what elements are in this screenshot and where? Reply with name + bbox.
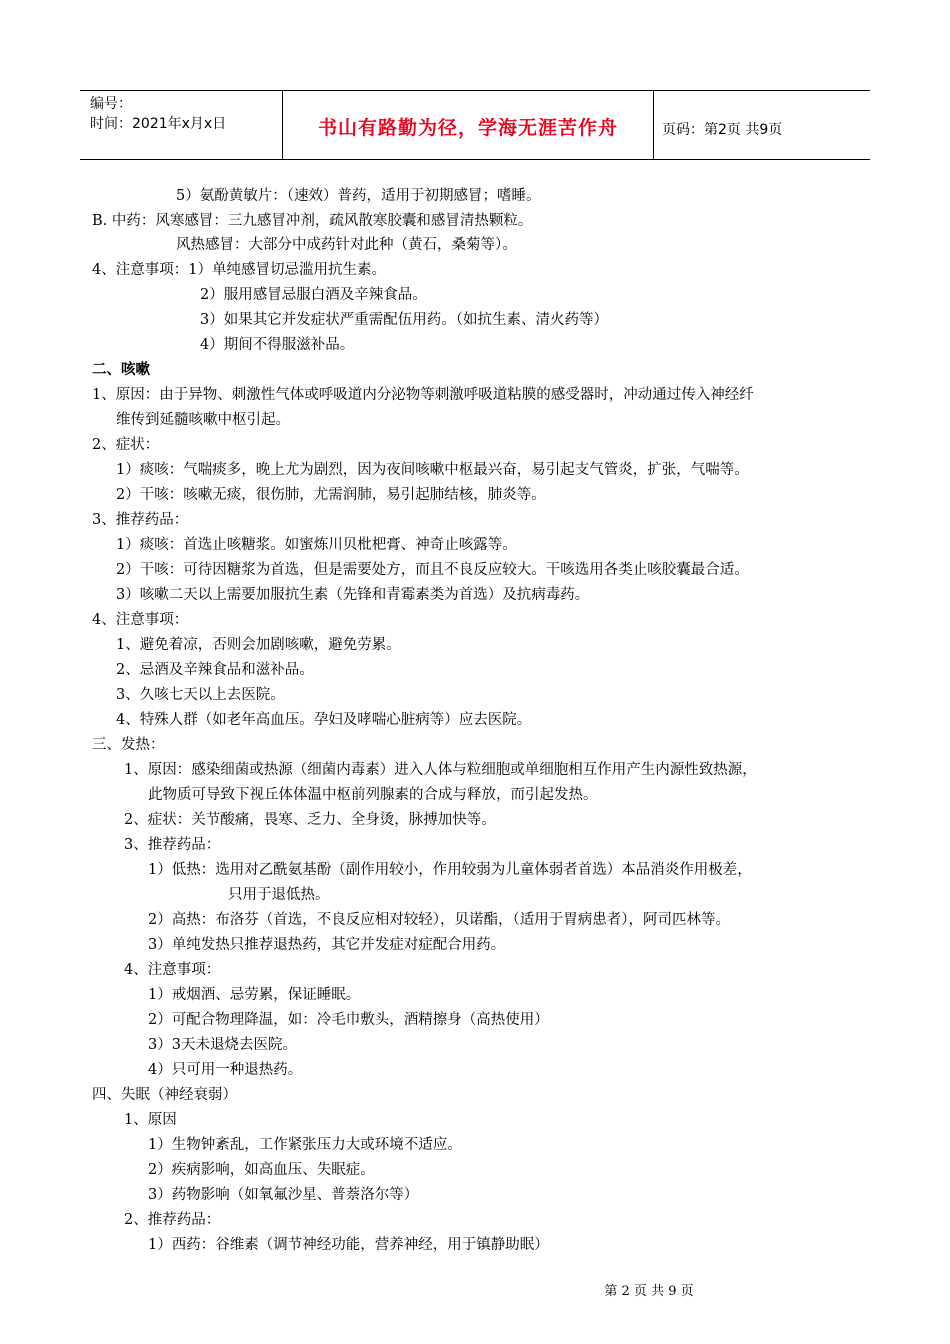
section-heading: 三、发热：	[92, 737, 165, 753]
text-line: 3）药物影响（如氧氟沙星、普萘洛尔等）	[148, 1187, 419, 1203]
document-header	[80, 90, 870, 160]
text-line: 2）可配合物理降温，如：冷毛巾敷头，酒精擦身（高热使用）	[148, 1012, 549, 1028]
text-line: 1）低热：选用对乙酰氨基酚（副作用较小，作用较弱为儿童体弱者首选）本品消炎作用极差，	[148, 862, 752, 878]
text-line: 2）疾病影响，如高血压、失眠症。	[148, 1162, 375, 1178]
text-line: 2、症状：	[92, 437, 160, 453]
text-line: 4、注意事项：1）单纯感冒切忌滥用抗生素。	[92, 262, 386, 278]
text-line: 2）干咳：可待因糖浆为首选，但是需要处方，而且不良反应较大。干咳选用各类止咳胶囊最合适。	[116, 562, 749, 578]
section-heading: 四、失眠（神经衰弱）	[92, 1087, 237, 1103]
header-right-cell	[654, 91, 870, 159]
text-line: 风热感冒：大部分中成药针对此种（黄石，桑菊等）。	[176, 237, 517, 253]
text-line: 1）痰咳：气喘痰多，晚上尤为剧烈，因为夜间咳嗽中枢最兴奋，易引起支气管炎，扩张，气喘等。	[116, 462, 749, 478]
text-line: 4）期间不得服滋补品。	[200, 337, 355, 353]
motto-text: 书山有路勤为径，学海无涯苦作舟	[317, 117, 618, 139]
text-line: 此物质可导致下视丘体体温中枢前列腺素的合成与释放，而引起发热。	[148, 787, 598, 803]
text-line: 1、原因：感染细菌或热源（细菌内毒素）进入人体与粒细胞或单细胞相互作用产生内源性致热源，	[124, 762, 757, 778]
page-label: 页码：第2页 共9页	[662, 122, 783, 138]
number-label: 编号：	[90, 96, 132, 112]
header-left-cell	[80, 91, 283, 159]
text-line: 1）西药：谷维素（调节神经功能，营养神经，用于镇静助眠）	[148, 1237, 549, 1253]
text-line: 维传到延髓咳嗽中枢引起。	[116, 412, 290, 428]
text-line: 1）痰咳：首选止咳糖浆。如蜜炼川贝枇杷膏、神奇止咳露等。	[116, 537, 517, 553]
text-line: 2、症状：关节酸痛，畏寒、乏力、全身烫，脉搏加快等。	[124, 812, 496, 828]
text-line: 2）服用感冒忌服白酒及辛辣食品。	[200, 287, 427, 303]
text-line: 2）干咳：咳嗽无痰，很伤肺，尤需润肺，易引起肺结核，肺炎等。	[116, 487, 546, 503]
text-line: 3、久咳七天以上去医院。	[116, 687, 285, 703]
footer-page-number: 第 2 页 共 9 页	[604, 1284, 694, 1299]
text-line: 5）氨酚黄敏片：（速效）普药，适用于初期感冒；嗜睡。	[176, 188, 541, 204]
text-line: 4、特殊人群（如老年高血压。孕妇及哮喘心脏病等）应去医院。	[116, 712, 532, 728]
text-line: 1）戒烟酒、忌劳累，保证睡眠。	[148, 987, 361, 1003]
text-line: 1、避免着凉，否则会加剧咳嗽，避免劳累。	[116, 637, 401, 653]
text-line: 3）单纯发热只推荐退热药，其它并发症对症配合用药。	[148, 937, 506, 953]
text-line: 4、注意事项：	[92, 612, 189, 628]
text-line: 1、原因	[124, 1112, 177, 1128]
text-line: 3）如果其它并发症状严重需配伍用药。（如抗生素、清火药等）	[200, 312, 608, 328]
text-line: 2、忌酒及辛辣食品和滋补品。	[116, 662, 314, 678]
text-line: 2、推荐药品：	[124, 1212, 221, 1228]
text-line: 只用于退低热。	[228, 887, 330, 903]
text-line: 3、推荐药品：	[92, 512, 189, 528]
text-line: 1）生物钟紊乱，工作紧张压力大或环境不适应。	[148, 1137, 462, 1153]
text-line: 3）3天未退烧去医院。	[148, 1037, 297, 1053]
text-line: 1、原因：由于异物、刺激性气体或呼吸道内分泌物等刺激呼吸道粘膜的感受器时，冲动通过传入神经纤	[92, 387, 754, 403]
text-line: B. 中药：风寒感冒：三九感冒冲剂，疏风散寒胶囊和感冒清热颗粒。	[92, 213, 533, 229]
date-label: 时间：2021年x月x日	[90, 116, 227, 132]
text-line: 3、推荐药品：	[124, 837, 221, 853]
page-footer	[0, 1280, 950, 1299]
section-heading: 二、咳嗽	[92, 361, 150, 378]
text-line: 3）咳嗽二天以上需要加服抗生素（先锋和青霉素类为首选）及抗病毒药。	[116, 587, 590, 603]
text-line: 2）高热：布洛芬（首选，不良反应相对较轻），贝诺酯，（适用于胃病患者），阿司匹林等。	[148, 912, 730, 928]
header-motto-cell	[283, 91, 654, 159]
text-line: 4）只可用一种退热药。	[148, 1062, 303, 1078]
text-line: 4、注意事项：	[124, 962, 221, 978]
